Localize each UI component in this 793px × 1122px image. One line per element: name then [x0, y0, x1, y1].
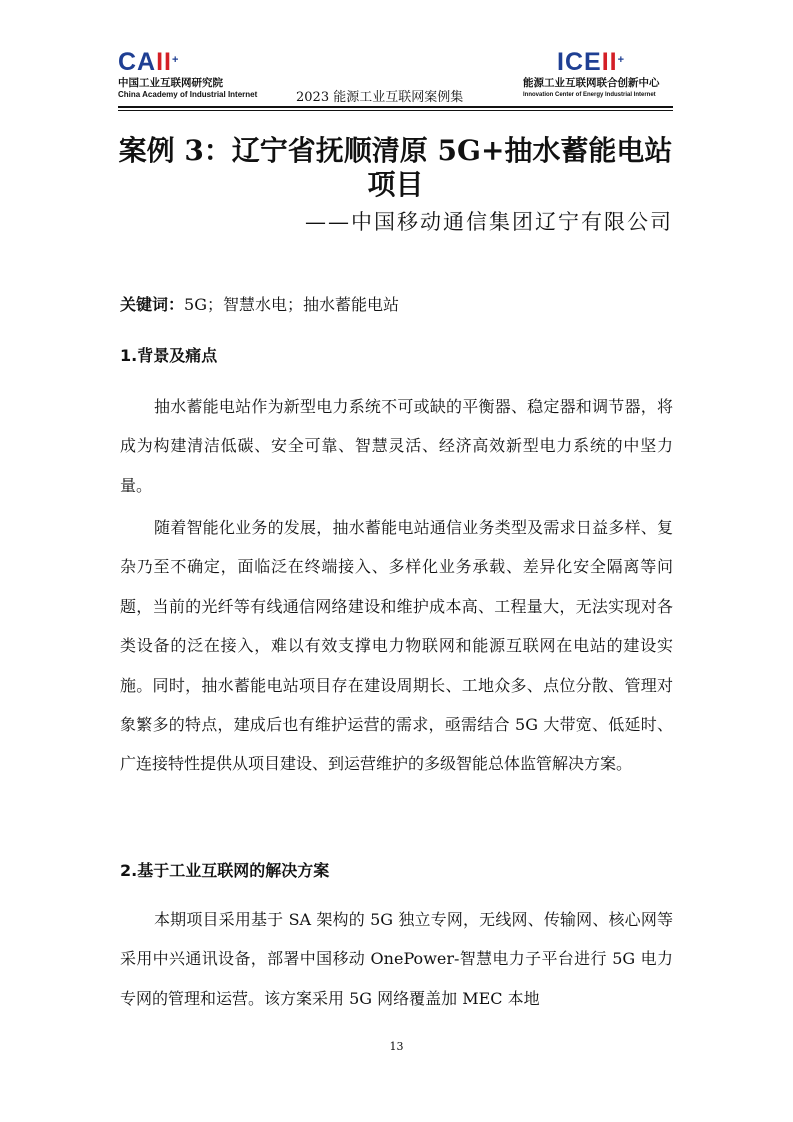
header-rule	[118, 106, 673, 108]
page-number: 13	[389, 1040, 404, 1053]
keywords-line	[120, 292, 399, 318]
caii-name-en: China Academy of Industrial Internet	[118, 90, 258, 99]
keywords-value: 5G；智慧水电；抽水蓄能电站	[184, 295, 399, 314]
section-heading-1: 1.背景及痛点	[120, 346, 218, 365]
iceii-name-cn: 能源工业互联网联合创新中心	[523, 77, 660, 89]
iceii-logo-mark: ICEII+	[557, 48, 626, 76]
paragraph: 随着智能化业务的发展，抽水蓄能电站通信业务类型及需求日益多样、复杂乃至不确定，面临泛在终端接入、多样化业务承载、差异化安全隔离等问题，当前的光纤等有线通信网络建设和维护成本高、工程量大，无法实现对各类设备的泛在接入，难以有效支撑电力物联网和能源互联网在电站的建设实施。同时，抽水蓄能电站项目存在建设周期长、工地众多、点位分散、管理对象繁多的特点，建成后也有维护运营的需求，亟需结合 5G 大带宽、低延时、广连接特性提供从项目建设、到运营维护的多级智能总体监管解决方案。	[120, 518, 673, 774]
header-rule-thin	[118, 110, 673, 111]
caii-logo	[118, 48, 258, 100]
header-title: 2023 能源工业互联网案例集	[296, 90, 464, 105]
paragraph: 本期项目采用基于 SA 架构的 5G 独立专网，无线网、传输网、核心网等采用中兴通讯设备，部署中国移动 OnePower-智慧电力子平台进行 5G 电力专网的管理和运营。该方案采用 5G 网络覆盖加 MEC 本地	[120, 910, 673, 1008]
keywords-label: 关键词：	[120, 295, 185, 314]
iceii-logo	[523, 48, 673, 100]
iceii-name-en: Innovation Center of Energy Industrial Internet	[523, 92, 656, 98]
caii-logo-mark: CAII+	[118, 48, 180, 76]
paragraph: 抽水蓄能电站作为新型电力系统不可或缺的平衡器、稳定器和调节器，将成为构建清洁低碳、安全可靠、智慧灵活、经济高效新型电力系统的中坚力量。	[120, 397, 673, 495]
organization-byline: ——中国移动通信集团辽宁有限公司	[305, 210, 673, 234]
section-heading-2: 2.基于工业互联网的解决方案	[120, 861, 330, 880]
caii-name-cn: 中国工业互联网研究院	[118, 77, 223, 89]
case-title: 案例 3：辽宁省抚顺清原 5G+抽水蓄能电站项目	[118, 134, 673, 201]
page-header	[118, 48, 673, 108]
